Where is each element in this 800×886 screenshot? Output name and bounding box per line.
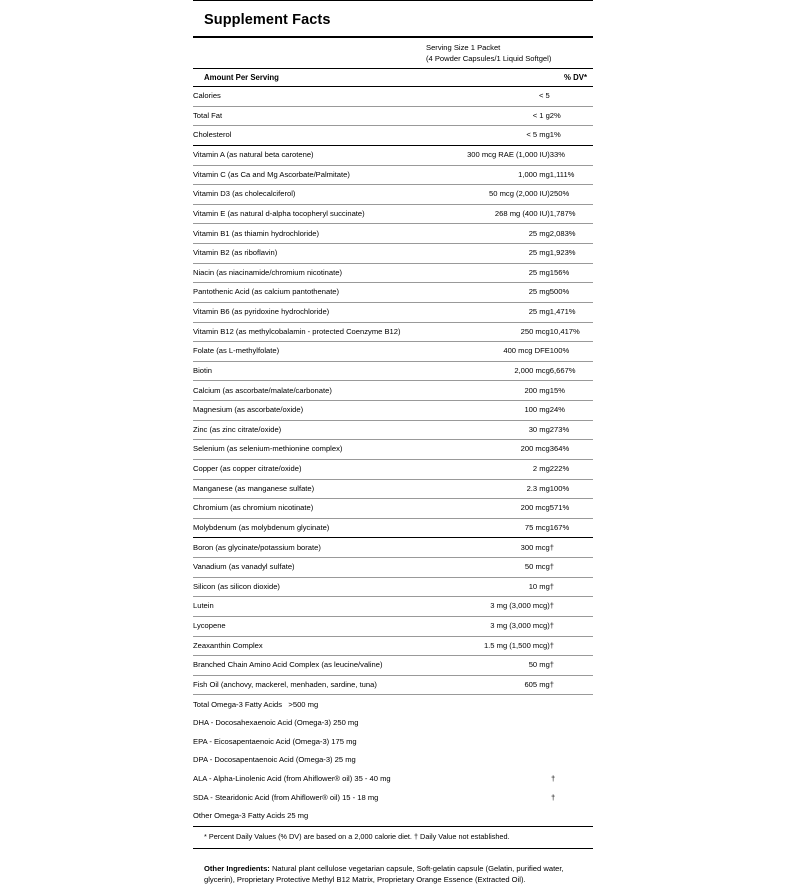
table-row bbox=[193, 342, 593, 362]
nutrient-name: Silicon (as silicon dioxide) bbox=[193, 577, 443, 597]
table-row bbox=[193, 440, 593, 460]
nutrient-name: Vitamin B1 (as thiamin hydrochloride) bbox=[193, 224, 443, 244]
nutrient-name: Selenium (as selenium-methionine complex) bbox=[193, 440, 443, 460]
nutrient-dv: 250% bbox=[550, 185, 593, 205]
nutrient-amount: < 5 mg bbox=[443, 126, 550, 145]
omega-total-amount: >500 mg bbox=[288, 699, 319, 709]
nutrient-name: Lycopene bbox=[193, 616, 443, 636]
nutrient-dv: † bbox=[550, 577, 593, 597]
basic-nutrients-table bbox=[193, 87, 593, 145]
nutrient-dv: 2% bbox=[550, 106, 593, 126]
nutrient-name: Vitamin C (as Ca and Mg Ascorbate/Palmitate) bbox=[193, 165, 443, 185]
table-row bbox=[193, 499, 593, 519]
serving-size-block bbox=[426, 38, 593, 68]
nutrient-name: Vitamin D3 (as cholecalciferol) bbox=[193, 185, 443, 205]
supplement-facts-panel bbox=[193, 0, 593, 885]
nutrient-amount: 25 mg bbox=[443, 283, 550, 303]
nutrient-dv: 167% bbox=[550, 518, 593, 537]
omega-line-dv bbox=[551, 714, 593, 733]
nutrient-amount: 50 mcg (2,000 IU) bbox=[443, 185, 550, 205]
table-row bbox=[193, 577, 593, 597]
nutrient-dv: 571% bbox=[550, 499, 593, 519]
nutrient-amount: < 1 g bbox=[443, 106, 550, 126]
nutrient-amount: 1,000 mg bbox=[443, 165, 550, 185]
table-row bbox=[193, 616, 593, 636]
table-row bbox=[193, 204, 593, 224]
nutrient-amount: 400 mcg DFE bbox=[443, 342, 550, 362]
nutrient-dv: 1,923% bbox=[550, 244, 593, 264]
nutrient-name: Boron (as glycinate/potassium borate) bbox=[193, 542, 321, 552]
table-row bbox=[193, 401, 593, 421]
nutrient-dv: 1% bbox=[550, 126, 593, 145]
nutrient-name: Magnesium (as ascorbate/oxide) bbox=[193, 401, 443, 421]
nutrient-amount: 268 mg (400 IU) bbox=[443, 204, 550, 224]
nutrient-name: Vitamin B2 (as riboflavin) bbox=[193, 244, 443, 264]
nutrient-dv: † bbox=[549, 542, 555, 552]
omega-line-dpa: DPA - Docosapentaenoic Acid (Omega-3) 25 mg bbox=[193, 755, 356, 765]
nutrient-dv: 1,111% bbox=[550, 165, 593, 185]
table-row bbox=[193, 733, 593, 752]
nutrient-name: Biotin bbox=[193, 361, 443, 381]
nutrient-dv: 6,667% bbox=[550, 361, 593, 381]
omega-line-sda: SDA - Stearidonic Acid (from Ahiflower® oil) 15 - 18 mg bbox=[193, 792, 379, 802]
table-row bbox=[193, 381, 593, 401]
table-row bbox=[193, 459, 593, 479]
nutrient-amount: 200 mcg bbox=[443, 440, 550, 460]
nutrient-name: Molybdenum (as molybdenum glycinate) bbox=[193, 518, 443, 537]
serving-detail: (4 Powder Capsules/1 Liquid Softgel) bbox=[426, 54, 552, 63]
nutrient-name: Manganese (as manganese sulfate) bbox=[193, 479, 443, 499]
nutrient-name: Cholesterol bbox=[193, 126, 443, 145]
nutrient-dv: 24% bbox=[550, 401, 593, 421]
nutrient-name: Zeaxanthin Complex bbox=[193, 636, 443, 656]
nutrient-amount: < 5 bbox=[539, 91, 550, 101]
table-row bbox=[193, 770, 593, 789]
table-row bbox=[193, 714, 593, 733]
nutrient-amount: 75 mcg bbox=[443, 518, 550, 537]
omega-line-ala: ALA - Alpha-Linolenic Acid (from Ahiflower® oil) 35 - 40 mg bbox=[193, 774, 391, 784]
nutrient-name: Vitamin B12 (as methylcobalamin - protected Coenzyme B12) bbox=[193, 322, 443, 342]
omega-line-dv bbox=[551, 733, 593, 752]
nutrient-amount: 25 mg bbox=[443, 263, 550, 283]
nutrient-dv: 2,083% bbox=[550, 224, 593, 244]
nutrient-amount: 100 mg bbox=[443, 401, 550, 421]
table-row bbox=[193, 283, 593, 303]
nutrient-dv: † bbox=[550, 656, 593, 676]
vitamins-minerals-table bbox=[193, 146, 593, 538]
nutrient-name: Vitamin B6 (as pyridoxine hydrochloride) bbox=[193, 302, 443, 322]
table-row bbox=[193, 751, 593, 770]
table-row bbox=[193, 146, 593, 165]
nutrient-name: Vitamin A (as natural beta carotene) bbox=[193, 150, 314, 160]
table-row bbox=[193, 518, 593, 537]
nutrient-amount: 200 mg bbox=[443, 381, 550, 401]
nutrient-amount: 300 mcg RAE (1,000 IU) bbox=[467, 150, 550, 160]
serving-size: Serving Size 1 Packet bbox=[426, 43, 501, 52]
nutrient-amount: 250 mcg bbox=[443, 322, 550, 342]
nutrient-amount: 50 mg bbox=[443, 656, 550, 676]
nutrient-dv: † bbox=[550, 675, 593, 694]
other-ingredients-text: Natural plant cellulose vegetarian capsule, Soft-gelatin capsule (Gelatin, purified water, glycerin), Proprietary Protective Methyl B12 Matrix, Proprietary Orange Essence (Extracted Oil). bbox=[204, 863, 564, 885]
nutrient-dv: 33% bbox=[549, 150, 565, 160]
table-row bbox=[193, 126, 593, 145]
nutrient-dv: 10,417% bbox=[550, 322, 593, 342]
table-row bbox=[193, 558, 593, 578]
nutrient-amount: 2.3 mg bbox=[443, 479, 550, 499]
nutrient-amount: 25 mg bbox=[443, 244, 550, 264]
nutrient-dv: † bbox=[550, 597, 593, 617]
page-title: Supplement Facts bbox=[204, 12, 331, 28]
nutrient-name: Calories bbox=[193, 91, 221, 101]
table-row bbox=[193, 656, 593, 676]
table-row bbox=[193, 322, 593, 342]
table-row bbox=[193, 420, 593, 440]
omega-line-epa: EPA - Eicosapentaenoic Acid (Omega-3) 175 mg bbox=[193, 736, 357, 746]
daily-value-footnote: * Percent Daily Values (% DV) are based on a 2,000 calorie diet. † Daily Value not established. bbox=[204, 831, 510, 841]
table-row bbox=[193, 106, 593, 126]
nutrient-dv: † bbox=[550, 636, 593, 656]
omega-line-dha: DHA - Docosahexaenoic Acid (Omega-3) 250 mg bbox=[193, 718, 359, 728]
nutrient-amount: 2 mg bbox=[443, 459, 550, 479]
nutrient-name: Vanadium (as vanadyl sulfate) bbox=[193, 558, 443, 578]
nutrient-dv: 100% bbox=[550, 479, 593, 499]
table-row bbox=[193, 302, 593, 322]
table-row bbox=[193, 538, 593, 557]
table-row bbox=[193, 695, 593, 714]
table-row bbox=[193, 263, 593, 283]
table-row bbox=[193, 789, 593, 808]
nutrient-name: Fish Oil (anchovy, mackerel, menhaden, sardine, tuna) bbox=[193, 675, 443, 694]
nutrient-dv: 1,471% bbox=[550, 302, 593, 322]
nutrient-dv bbox=[550, 87, 593, 106]
nutrient-dv: † bbox=[550, 616, 593, 636]
table-row bbox=[193, 597, 593, 617]
nutrient-name: Calcium (as ascorbate/malate/carbonate) bbox=[193, 381, 443, 401]
nutrient-amount: 30 mg bbox=[443, 420, 550, 440]
table-row bbox=[193, 675, 593, 694]
nutrient-name: Pantothenic Acid (as calcium pantothenate) bbox=[193, 283, 443, 303]
omega-line-dv bbox=[551, 807, 593, 826]
nutrient-amount: 1.5 mg (1,500 mcg) bbox=[443, 636, 550, 656]
nutrient-dv: 1,787% bbox=[550, 204, 593, 224]
nutrient-amount: 50 mcg bbox=[443, 558, 550, 578]
nutrient-name: Folate (as L-methylfolate) bbox=[193, 342, 443, 362]
table-row bbox=[193, 361, 593, 381]
nutrient-dv: 500% bbox=[550, 283, 593, 303]
other-nutrients-table bbox=[193, 538, 593, 694]
nutrient-dv: 15% bbox=[550, 381, 593, 401]
omega-line-dv: † bbox=[551, 774, 556, 784]
nutrient-name: Total Fat bbox=[193, 106, 443, 126]
nutrient-name: Chromium (as chromium nicotinate) bbox=[193, 499, 443, 519]
nutrient-name: Niacin (as niacinamide/chromium nicotinate) bbox=[193, 263, 443, 283]
nutrient-dv: 156% bbox=[550, 263, 593, 283]
daily-value-label: % DV* bbox=[564, 73, 587, 82]
nutrient-amount: 3 mg (3,000 mcg) bbox=[443, 597, 550, 617]
nutrient-amount: 25 mg bbox=[443, 302, 550, 322]
nutrient-name: Zinc (as zinc citrate/oxide) bbox=[193, 420, 443, 440]
other-ingredients-block bbox=[193, 849, 593, 886]
omega-line-dv bbox=[551, 751, 593, 770]
nutrient-dv: 222% bbox=[550, 459, 593, 479]
nutrient-name: Lutein bbox=[193, 597, 443, 617]
nutrient-name: Branched Chain Amino Acid Complex (as leucine/valine) bbox=[193, 656, 443, 676]
amount-per-serving-header bbox=[193, 69, 593, 86]
nutrient-dv: 364% bbox=[550, 440, 593, 460]
table-row bbox=[193, 185, 593, 205]
omega-total-text: Total Omega-3 Fatty Acids bbox=[193, 699, 283, 709]
table-row bbox=[193, 224, 593, 244]
nutrient-dv: 273% bbox=[550, 420, 593, 440]
table-row bbox=[193, 636, 593, 656]
nutrient-amount: 10 mg bbox=[443, 577, 550, 597]
nutrient-amount: 25 mg bbox=[443, 224, 550, 244]
nutrient-name: Vitamin E (as natural d-alpha tocopheryl succinate) bbox=[193, 204, 443, 224]
nutrient-amount: 605 mg bbox=[443, 675, 550, 694]
omega-total-dv bbox=[551, 695, 593, 714]
other-ingredients-label: Other Ingredients: bbox=[204, 863, 270, 873]
omega-3-breakdown-table bbox=[193, 694, 593, 825]
nutrient-amount: 2,000 mcg bbox=[443, 361, 550, 381]
omega-line-dv: † bbox=[551, 792, 556, 802]
nutrient-amount: 300 mcg bbox=[520, 542, 550, 552]
omega-line-other: Other Omega-3 Fatty Acids 25 mg bbox=[193, 811, 309, 821]
table-row bbox=[193, 807, 593, 826]
table-row bbox=[193, 244, 593, 264]
nutrient-dv: 100% bbox=[550, 342, 593, 362]
nutrient-amount: 200 mcg bbox=[443, 499, 550, 519]
table-row bbox=[193, 87, 593, 106]
table-row bbox=[193, 165, 593, 185]
omega-total-label bbox=[193, 695, 551, 714]
nutrient-name: Copper (as copper citrate/oxide) bbox=[193, 459, 443, 479]
amount-per-serving-label: Amount Per Serving bbox=[204, 73, 279, 82]
nutrient-amount: 3 mg (3,000 mcg) bbox=[443, 616, 550, 636]
nutrient-dv: † bbox=[550, 558, 593, 578]
table-row bbox=[193, 479, 593, 499]
